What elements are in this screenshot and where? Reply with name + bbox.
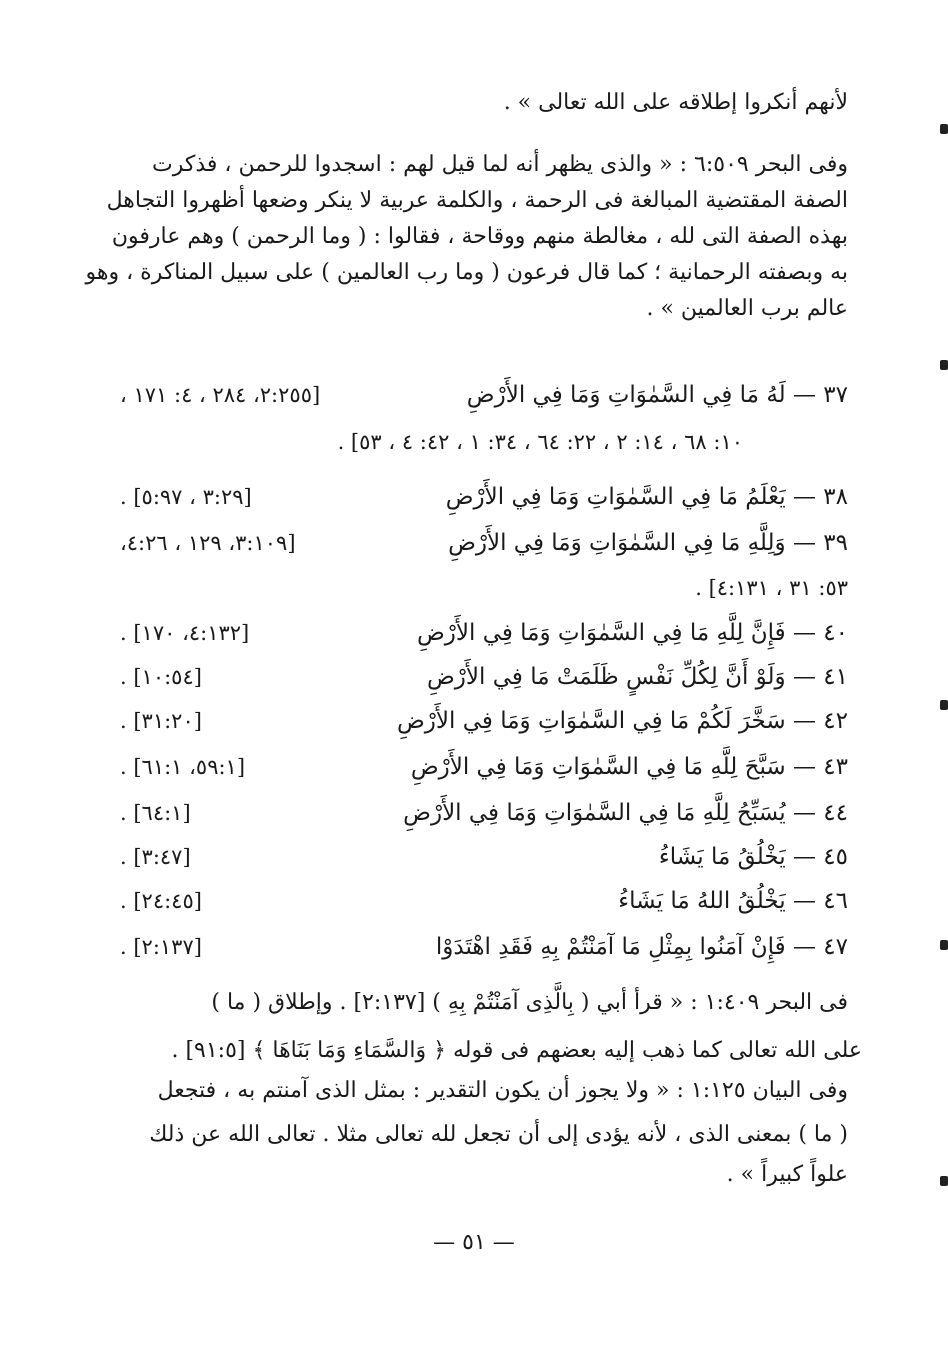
margin-mark [940, 700, 948, 710]
list-item [120, 840, 848, 874]
entry-text: ٤٤ — يُسَبِّحُ لِلَّهِ مَا فِي السَّمٰوَاتِ وَمَا فِي الأَرْضِ [403, 800, 848, 826]
list-item [120, 704, 848, 738]
entry-text: ٤١ — وَلَوْ أَنَّ لِكُلِّ نَفْسٍ ظَلَمَتْ مَا فِي الأَرْضِ [427, 664, 848, 690]
entry-text: ٤٥ — يَخْلُقُ مَا يَشَاءُ [658, 844, 848, 870]
entry-reference: [٢:٢٥٥، ٢٨٤ ، ٤: ١٧١ ، [120, 383, 321, 407]
paragraph1-line: الصفة المقتضية المبالغة فى الرحمة ، والكلمة عربية لا ينكر وضعها أظهروا التجاهل [106, 188, 848, 213]
entry-text: ٤٣ — سَبَّحَ لِلَّهِ مَا فِي السَّمٰوَاتِ وَمَا فِي الأَرْضِ [410, 754, 848, 780]
entry-text: ٤٢ — سَخَّرَ لَكُمْ مَا فِي السَّمٰوَاتِ وَمَا فِي الأَرْضِ [397, 708, 848, 734]
paragraph2-line: على الله تعالى كما ذهب إليه بعضهم فى قوله ﴿ وَالسَّمَاءِ وَمَا بَنَاهَا ﴾ [٩١:٥] . [171, 1038, 862, 1063]
entry-reference: [٢٤:٤٥] . [120, 889, 202, 913]
entry-reference: [٢:١٣٧] . [120, 935, 202, 959]
entry-reference-continued: ١٠: ٦٨ ، ١٤: ٢ ، ٢٢: ٦٤ ، ٣٤: ١ ، ٤٢: ٤ ، ٥٣] . [337, 430, 743, 454]
list-item [120, 378, 848, 412]
paragraph3-line: علواً كبيراً » . [726, 1162, 848, 1187]
entry-text: ٤٧ — فَإِنْ آمَنُوا بِمِثْلِ مَا آمَنْتُمْ بِهِ فَقَدِ اهْتَدَوْا [435, 934, 848, 960]
list-item [120, 884, 848, 918]
list-item [120, 750, 848, 784]
list-item [120, 660, 848, 694]
paragraph3-line: وفى البيان ١:١٢٥ : « ولا يجوز أن يكون التقدير : بمثل الذى آمنتم به ، فتجعل [157, 1078, 848, 1103]
entry-reference: [٣:٤٧] . [120, 845, 191, 869]
page-number: — ٥١ — [433, 1230, 515, 1255]
paragraph1-line: عالم برب العالمين » . [646, 296, 848, 321]
list-item [120, 526, 848, 560]
entry-text: ٣٩ — وَلِلَّهِ مَا فِي السَّمٰوَاتِ وَمَا فِي الأَرْضِ [448, 530, 848, 556]
paragraph2-line: فى البحر ١:٤٠٩ : « قرأ أبي ( بِالَّذِى آمَنْتُمْ بِهِ ) [٢:١٣٧] . وإطلاق ( ما ) [211, 990, 848, 1015]
entry-reference: [٣:١٠٩، ١٢٩ ، ٤:٢٦، [120, 531, 296, 555]
entry-text: ٣٨ — يَعْلَمُ مَا فِي السَّمٰوَاتِ وَمَا فِي الأَرْضِ [445, 484, 848, 510]
list-item [120, 480, 848, 514]
entry-reference: [٦٤:١] . [120, 801, 191, 825]
list-item [120, 796, 848, 830]
entry-reference: [٣١:٢٠] . [120, 709, 202, 733]
paragraph1-line: بهذه الصفة التى لله ، مغالطة منهم ووقاحة ، فقالوا : ( وما الرحمن ) وهم عارفون [111, 224, 848, 249]
margin-mark [940, 1176, 948, 1186]
list-item [120, 930, 848, 964]
entry-reference: [١٠:٥٤] . [120, 665, 202, 689]
entry-reference: [٣:٢٩ ، ٥:٩٧] . [120, 485, 252, 509]
paragraph1-line: به وبصفته الرحمانية ؛ كما قال فرعون ( وما رب العالمين ) على سبيل المناكرة ، وهو [85, 260, 848, 285]
entry-reference-continued: ٥٣: ٣١ ، ٤:١٣١] . [695, 576, 848, 600]
entry-text: ٤٦ — يَخْلُقُ اللهُ مَا يَشَاءُ [618, 888, 848, 914]
margin-mark [940, 124, 948, 134]
paragraph3-line: ( ما ) بمعنى الذى ، لأنه يؤدى إلى أن تجعل لله تعالى مثلا . تعالى الله عن ذلك [149, 1122, 848, 1147]
margin-mark [940, 940, 948, 950]
margin-mark [940, 360, 948, 370]
top-line: لأنهم أنكروا إطلاقه على الله تعالى » . [503, 90, 848, 115]
paragraph1-line: وفى البحر ٦:٥٠٩ : « والذى يظهر أنه لما قيل لهم : اسجدوا للرحمن ، فذكرت [152, 152, 848, 177]
entry-text: ٣٧ — لَهُ مَا فِي السَّمٰوَاتِ وَمَا فِي الأَرْضِ [466, 382, 848, 408]
entry-reference: [٥٩:١، ٦١:١] . [120, 755, 246, 779]
list-item [120, 616, 848, 650]
entry-reference: [٤:١٣٢، ١٧٠] . [120, 621, 250, 645]
entry-text: ٤٠ — فَإِنَّ لِلَّهِ مَا فِي السَّمٰوَاتِ وَمَا فِي الأَرْضِ [416, 620, 848, 646]
